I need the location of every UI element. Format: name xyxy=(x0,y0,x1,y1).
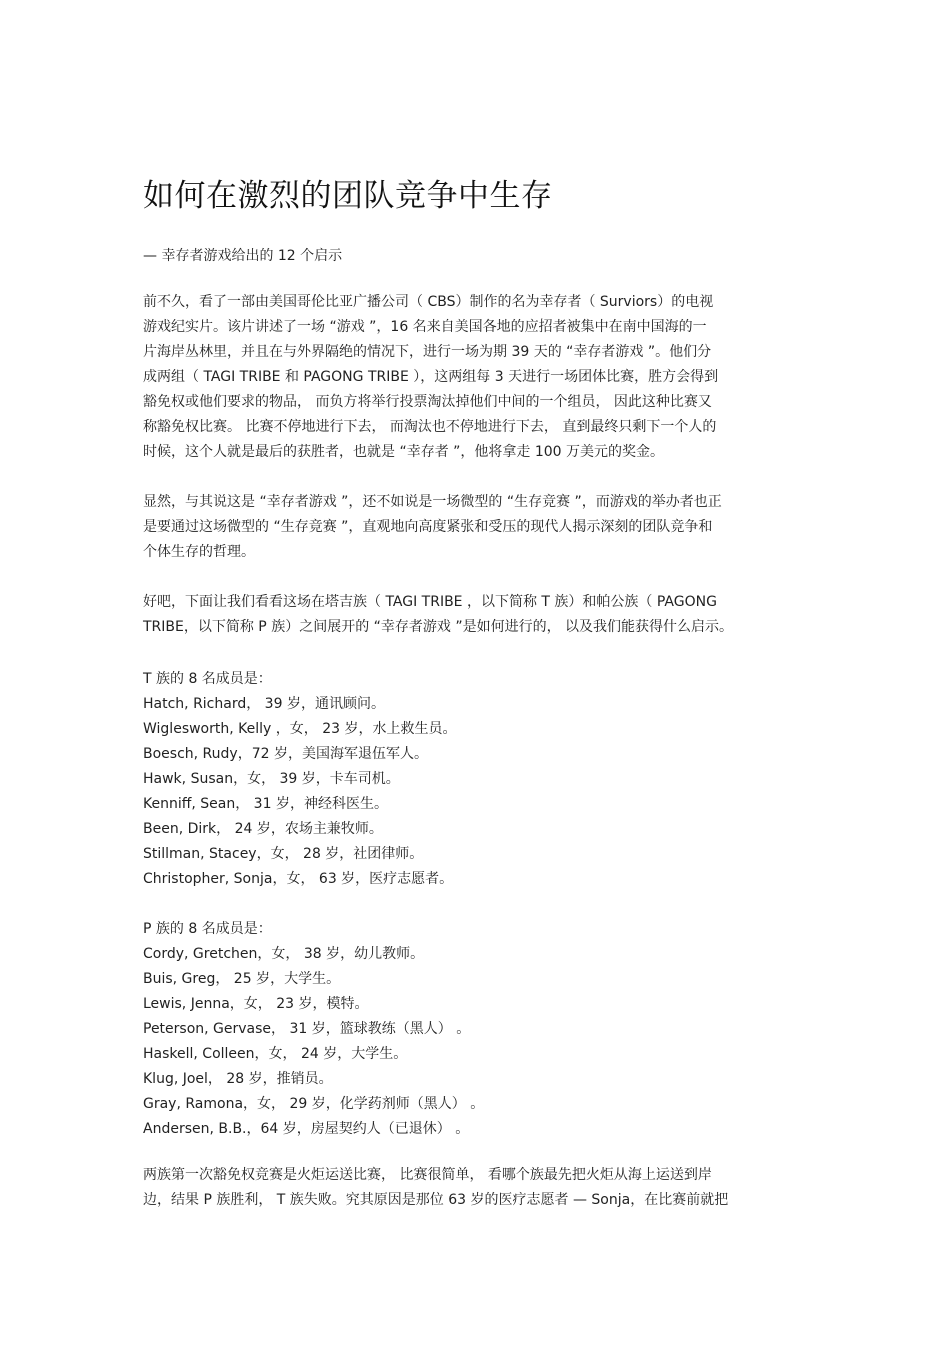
text-line: 是要通过这场微型的 “生存竞赛 ”，直观地向高度紧张和受压的现代人揭示深刻的团队竞争和 xyxy=(143,519,713,535)
page-title: 如何在激烈的团队竞争中生存 xyxy=(143,178,553,214)
list-item: Kenniff, Sean， 31 岁，神经科医生。 xyxy=(143,796,388,812)
list-item: Haskell, Colleen，女， 24 岁，大学生。 xyxy=(143,1046,408,1062)
list-item: Stillman, Stacey，女， 28 岁，社团律师。 xyxy=(143,846,424,862)
text-line: 好吧，下面让我们看看这场在塔吉族（ TAGI TRIBE ，以下简称 T 族）和帕公族（ PAGONG xyxy=(143,594,717,610)
list-item: Lewis, Jenna，女， 23 岁，模特。 xyxy=(143,996,369,1012)
p-tribe-list xyxy=(143,917,823,1142)
text-line: TRIBE，以下简称 P 族）之间展开的 “幸存者游戏 ”是如何进行的， 以及我们能获得什么启示。 xyxy=(143,619,734,635)
list-item: Hatch, Richard， 39 岁，通讯顾问。 xyxy=(143,696,385,712)
list-item: Buis, Greg， 25 岁，大学生。 xyxy=(143,971,341,987)
list-item: Peterson, Gervase， 31 岁，篮球教练（黑人） 。 xyxy=(143,1021,471,1037)
list-item: Been, Dirk， 24 岁，农场主兼牧师。 xyxy=(143,821,383,837)
list-item: Wiglesworth, Kelly ，女， 23 岁，水上救生员。 xyxy=(143,721,457,737)
intro-paragraph xyxy=(143,290,823,465)
text-line: 时候，这个人就是最后的获胜者，也就是 “幸存者 ”，他将拿走 100 万美元的奖金。 xyxy=(143,444,665,460)
paragraph-4 xyxy=(143,1163,823,1213)
text-line: 显然，与其说这是 “幸存者游戏 ”，还不如说是一场微型的 “生存竞赛 ”，而游戏的举办者也正 xyxy=(143,494,722,510)
text-line: 边，结果 P 族胜利， T 族失败。究其原因是那位 63 岁的医疗志愿者 — Sonja，在比赛前就把 xyxy=(143,1192,729,1208)
list-item: Christopher, Sonja，女， 63 岁，医疗志愿者。 xyxy=(143,871,454,887)
list-item: Andersen, B.B.，64 岁，房屋契约人（已退休） 。 xyxy=(143,1121,470,1137)
list-item: Cordy, Gretchen，女， 38 岁，幼儿教师。 xyxy=(143,946,425,962)
text-line: 成两组（ TAGI TRIBE 和 PAGONG TRIBE ），这两组每 3 天进行一场团体比赛，胜方会得到 xyxy=(143,369,719,385)
text-line: 个体生存的哲理。 xyxy=(143,544,255,560)
list-item: Klug, Joel， 28 岁，推销员。 xyxy=(143,1071,333,1087)
list-item: Boesch, Rudy，72 岁，美国海军退伍军人。 xyxy=(143,746,428,762)
text-line: 称豁免权比赛。 比赛不停地进行下去， 而淘汰也不停地进行下去， 直到最终只剩下一个人的 xyxy=(143,419,717,435)
text-line: 两族第一次豁免权竞赛是火炬运送比赛， 比赛很简单， 看哪个族最先把火炬从海上运送到岸 xyxy=(143,1167,712,1183)
list-item: Hawk, Susan，女， 39 岁，卡车司机。 xyxy=(143,771,400,787)
paragraph-2 xyxy=(143,490,823,565)
t-tribe-list xyxy=(143,667,823,892)
paragraph-3 xyxy=(143,590,823,640)
text-line: 游戏纪实片。该片讲述了一场 “游戏 ”，16 名来自美国各地的应招者被集中在南中国海的一 xyxy=(143,319,707,335)
text-line: 片海岸丛林里，并且在与外界隔绝的情况下，进行一场为期 39 天的 “幸存者游戏 ”。他们分 xyxy=(143,344,712,360)
p-tribe-heading: P 族的 8 名成员是： xyxy=(143,921,272,937)
text-line: 豁免权或他们要求的物品， 而负方将举行投票淘汰掉他们中间的一个组员， 因此这种比赛又 xyxy=(143,394,712,410)
text-line: 前不久，看了一部由美国哥伦比亚广播公司（ CBS）制作的名为幸存者（ Surviors）的电视 xyxy=(143,294,714,310)
list-item: Gray, Ramona，女， 29 岁，化学药剂师（黑人） 。 xyxy=(143,1096,485,1112)
t-tribe-heading: T 族的 8 名成员是： xyxy=(143,671,272,687)
page-subtitle: — 幸存者游戏给出的 12 个启示 xyxy=(143,248,343,264)
